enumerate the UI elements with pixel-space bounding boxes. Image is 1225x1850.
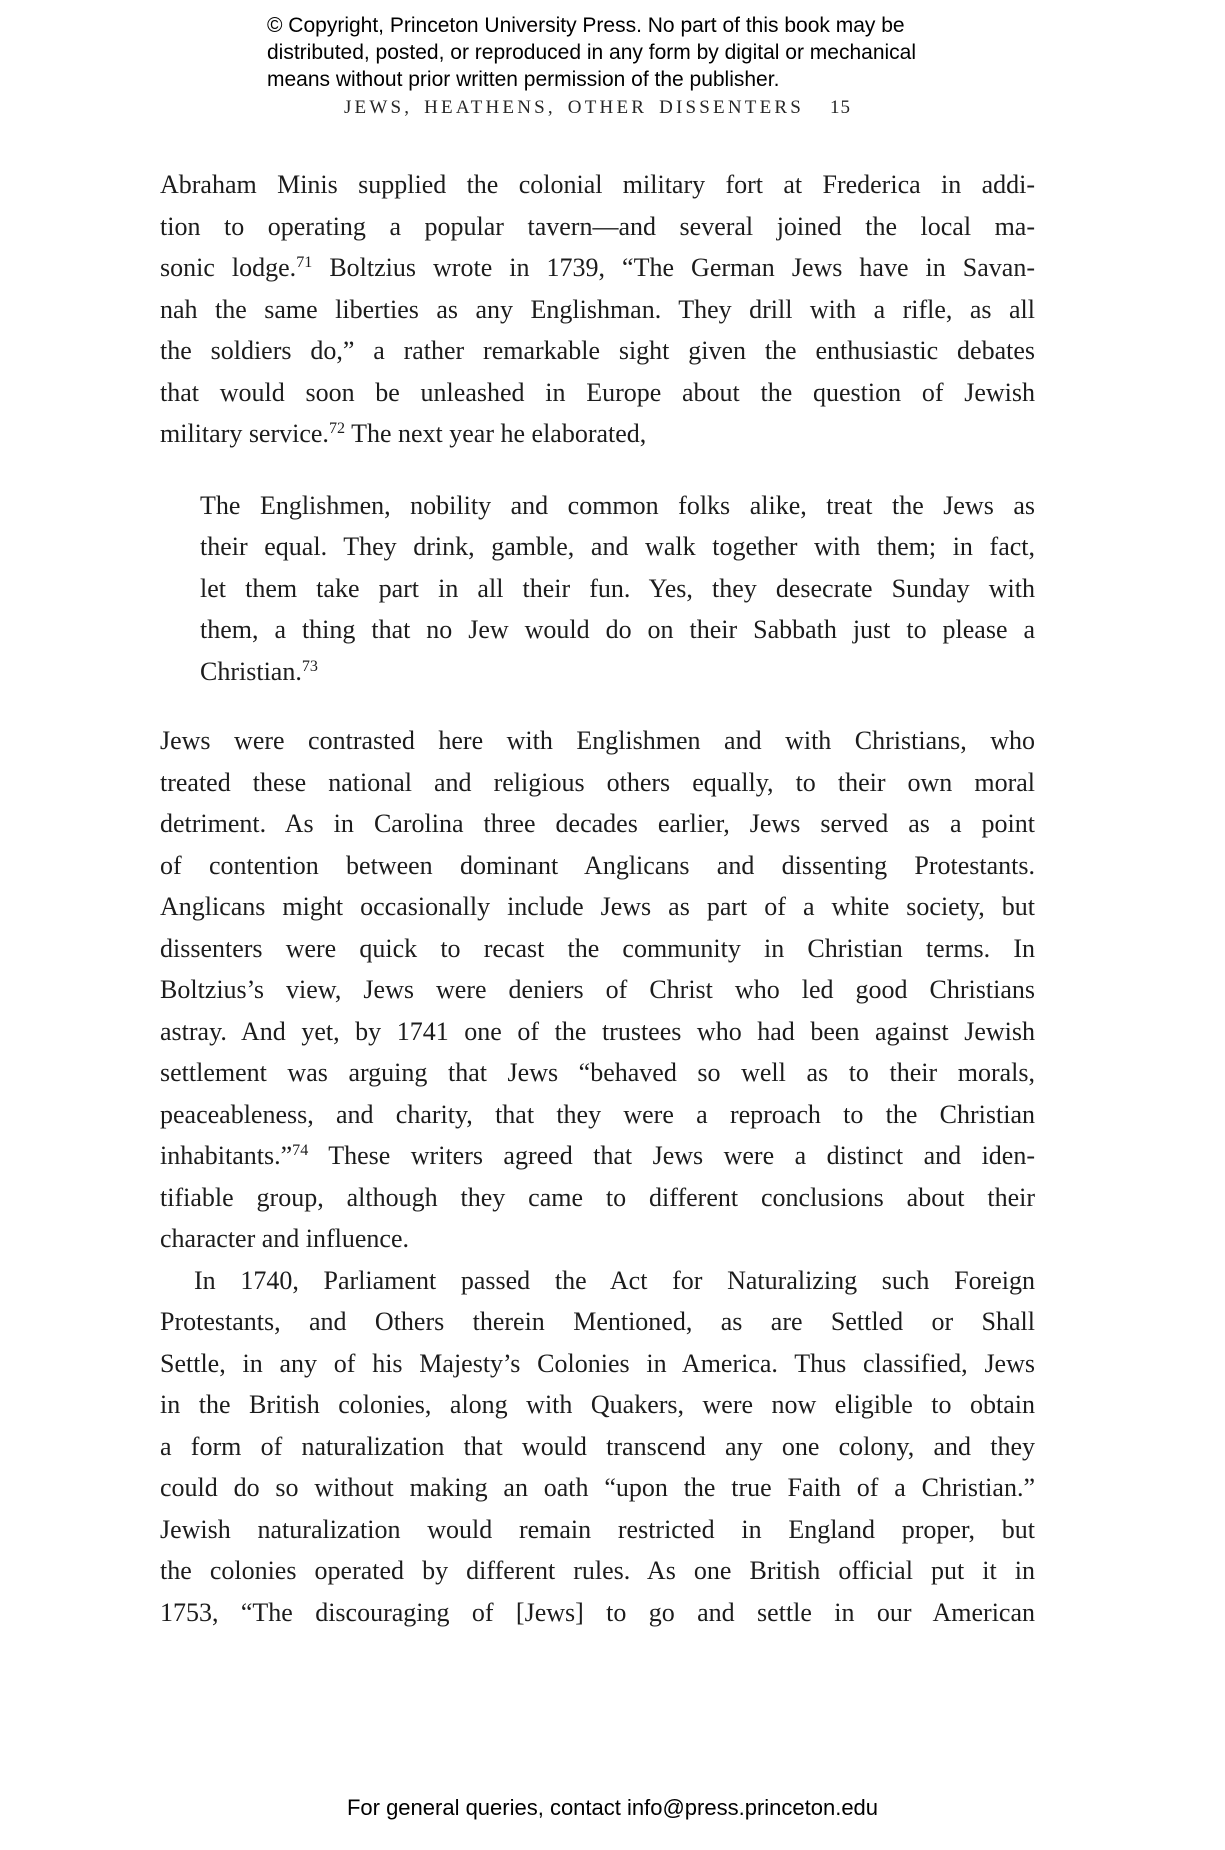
running-head bbox=[160, 97, 1035, 119]
text-line: peaceableness, and charity, that they were a reproach to the Christian bbox=[160, 1099, 1035, 1129]
text-line: The Englishmen, nobility and common folks alike, treat the Jews as bbox=[200, 490, 1035, 520]
text-line: the colonies operated by different rules. As one British official put it in bbox=[160, 1556, 1035, 1585]
paragraph bbox=[160, 164, 1035, 455]
text-line: In 1740, Parliament passed the Act for Naturalizing such Foreign bbox=[194, 1265, 1035, 1295]
text-line: their equal. They drink, gamble, and walk together with them; in fact, bbox=[200, 532, 1035, 561]
text-line: nah the same liberties as any Englishman. They drill with a rifle, as all bbox=[160, 294, 1035, 324]
text-line: could do so without making an oath “upon the true Faith of a Christian.” bbox=[160, 1473, 1035, 1502]
text-line: the soldiers do,” a rather remarkable sight given the enthusiastic debates bbox=[160, 336, 1035, 365]
text-line: detriment. As in Carolina three decades earlier, Jews served as a point bbox=[160, 809, 1035, 838]
text-line: a form of naturalization that would transcend any one colony, and they bbox=[160, 1431, 1035, 1461]
text-line: that would soon be unleashed in Europe about the question of Jewish bbox=[160, 377, 1035, 407]
text-line: astray. And yet, by 1741 one of the trustees who had been against Jewish bbox=[160, 1016, 1035, 1046]
text-line: let them take part in all their fun. Yes, they desecrate Sunday with bbox=[200, 573, 1035, 603]
text-line: Jews were contrasted here with Englishmen and with Christians, who bbox=[160, 726, 1035, 755]
copyright-line: means without prior written permission of the publisher. bbox=[267, 68, 780, 91]
text-line: dissenters were quick to recast the community in Christian terms. In bbox=[160, 933, 1035, 963]
text-line: character and influence. bbox=[160, 1224, 410, 1253]
text-line: settlement was arguing that Jews “behaved so well as to their morals, bbox=[160, 1058, 1035, 1087]
text-line: tion to operating a popular tavern—and several joined the local ma- bbox=[160, 211, 1035, 241]
footer-contact-line: For general queries, contact info@press.princeton.edu bbox=[346, 1795, 879, 1820]
copyright-notice bbox=[267, 12, 916, 93]
text-line: 1753, “The discouraging of [Jews] to go and settle in our American bbox=[160, 1597, 1035, 1627]
text-line: sonic lodge.$^{71}$ Boltzius wrote in 1739, “The German Jews have in Savan- bbox=[160, 253, 1035, 282]
footnote-reference: 71 bbox=[296, 254, 313, 272]
text-line: Jewish naturalization would remain restricted in England proper, but bbox=[160, 1514, 1035, 1544]
text-line: Christian.$^{73}$ bbox=[200, 656, 318, 686]
text-line: Abraham Minis supplied the colonial military fort at Frederica in addi- bbox=[160, 170, 1035, 199]
block-quote bbox=[200, 485, 1035, 693]
text-line: inhabitants.”$^{74}$ These writers agreed that Jews were a distinct and iden- bbox=[160, 1141, 1035, 1170]
footnote-reference: 72 bbox=[328, 420, 346, 438]
running-head-title: JEWS, HEATHENS, OTHER DISSENTERS bbox=[343, 97, 805, 118]
text-line: of contention between dominant Anglicans and dissenting Protestants. bbox=[160, 850, 1035, 880]
text-line: treated these national and religious others equally, to their own moral bbox=[160, 767, 1035, 797]
text-line: Settle, in any of his Majesty’s Colonies in America. Thus classified, Jews bbox=[160, 1348, 1035, 1378]
text-line: tifiable group, although they came to different conclusions about their bbox=[160, 1182, 1035, 1212]
text-line: Boltzius’s view, Jews were deniers of Christ who led good Christians bbox=[160, 975, 1035, 1004]
footnote-reference: 73 bbox=[301, 657, 318, 675]
text-line: Anglicans might occasionally include Jews as part of a white society, but bbox=[160, 892, 1035, 921]
copyright-line: distributed, posted, or reproduced in any form by digital or mechanical bbox=[267, 41, 917, 64]
text-line: in the British colonies, along with Quakers, were now eligible to obtain bbox=[160, 1390, 1035, 1419]
footnote-reference: 74 bbox=[292, 1142, 309, 1160]
text-line: them, a thing that no Jew would do on their Sabbath just to please a bbox=[200, 615, 1035, 644]
paragraph bbox=[160, 720, 1035, 1260]
page-number: 15 bbox=[830, 97, 852, 118]
copyright-line: © Copyright, Princeton University Press. No part of this book may be bbox=[267, 14, 905, 37]
text-line: Protestants, and Others therein Mentioned, as are Settled or Shall bbox=[160, 1307, 1035, 1336]
paragraph bbox=[160, 1260, 1035, 1634]
page-footer bbox=[0, 1795, 1225, 1821]
body-text bbox=[160, 164, 1035, 1633]
text-line: military service.$^{72}$ The next year he elaborated, bbox=[160, 419, 647, 448]
